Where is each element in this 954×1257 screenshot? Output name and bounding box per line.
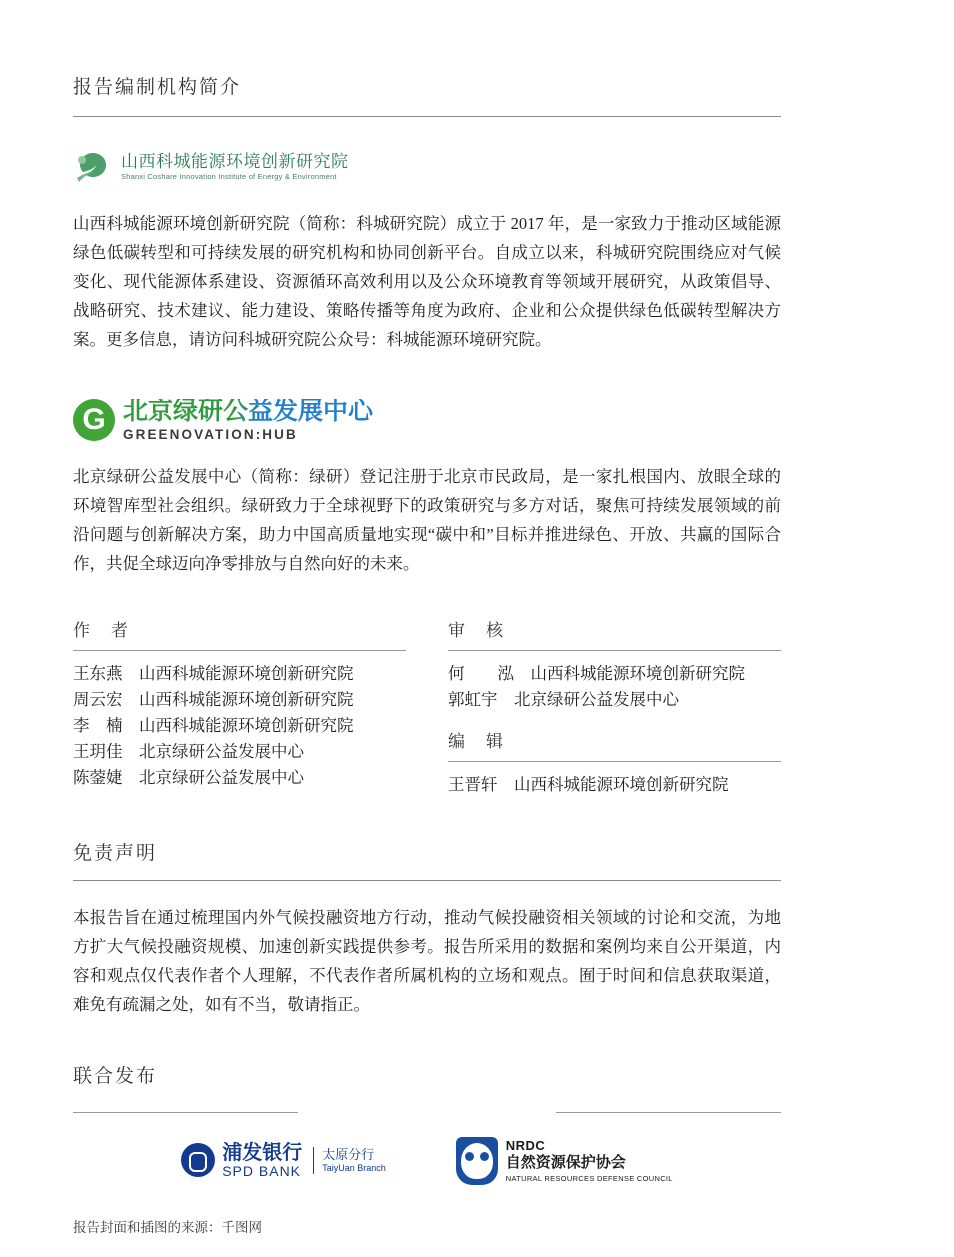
publishers-divider-right — [556, 1112, 781, 1113]
publisher-logos — [73, 1113, 781, 1208]
list-item: 王玥佳 北京绿研公益发展中心 — [73, 742, 304, 761]
nrdc-name-en: NATURAL RESOURCES DEFENSE COUNCIL — [505, 1173, 673, 1183]
shanxi-coshare-description: 山西科城能源环境创新研究院（简称：科城研究院）成立于 2017 年，是一家致力于推动区域能源绿色低碳转型和可持续发展的研究机构和协同创新平台。自成立以来，科城研究院围绕应对气候变化、现代能源体系建设、资源循环高效利用以及公众环境教育等领域开展研究，从政策倡导、战略研究、技术建议、能力建设、策略传播等角度为政府、企业和公众提供绿色低碳转型解决方案。更多信息，请访问科城研究院公众号：科城能源环境研究院。 — [73, 214, 781, 349]
spd-bank-branch — [313, 1147, 386, 1175]
greenovation-hub-logo-text — [123, 396, 374, 442]
spd-bank-logo — [181, 1142, 386, 1179]
leaf-icon — [73, 150, 113, 184]
spd-bank-branch-cn: 太原分行 — [322, 1146, 375, 1162]
list-item: 李 楠 山西科城能源环境创新研究院 — [73, 716, 354, 735]
greenovation-hub-description: 北京绿研公益发展中心（简称：绿研）登记注册于北京市民政局，是一家扎根国内、放眼全球的环境智库型社会组织。绿研致力于全球视野下的政策研究与多方对话，聚焦可持续发展领域的前沿问题与创新解决方案，助力中国高质量地实现“碳中和”目标并推进绿色、开放、共赢的国际合作，共促全球迈向净零排放与自然向好的未来。 — [73, 467, 781, 573]
nrdc-logo — [456, 1137, 673, 1185]
reviewers-divider — [448, 650, 781, 651]
source-footnote: 报告封面和插图的来源：千图网 — [73, 1220, 262, 1235]
editors-divider — [448, 761, 781, 762]
spd-bank-name-cn: 浦发银行 — [222, 1141, 303, 1164]
publishers-divider-row — [73, 1103, 781, 1113]
g-letter: G — [82, 403, 106, 436]
list-item: 王晋轩 山西科城能源环境创新研究院 — [448, 775, 729, 794]
shanxi-coshare-name-cn: 山西科城能源环境创新研究院 — [121, 151, 349, 171]
nrdc-logo-text — [506, 1138, 673, 1183]
disclaimer-heading: 免责声明 — [73, 843, 158, 864]
list-item: 陈蓥婕 北京绿研公益发展中心 — [73, 768, 304, 787]
credits-block — [73, 616, 781, 798]
spd-bank-logo-text — [222, 1142, 302, 1179]
reviewers-column — [448, 616, 781, 798]
spd-bank-icon — [181, 1143, 215, 1177]
authors-heading: 作 者 — [73, 621, 130, 640]
disclaimer-text: 本报告旨在通过梳理国内外气候投融资地方行动，推动气候投融资相关领域的讨论和交流，为地方扩大气候投融资规模、加速创新实践提供参考。报告所采用的数据和案例均来自公开渠道，内容和观点仅代表作者个人理解，不代表作者所属机构的立场和观点。囿于时间和信息获取渠道，难免有疏漏之处，如有不当，敬请指正。 — [73, 908, 781, 1014]
spd-bank-branch-en: TaiyUan Branch — [322, 1162, 386, 1173]
nrdc-abbreviation: NRDC — [505, 1138, 546, 1154]
reviewers-heading: 审 核 — [448, 621, 505, 640]
publishers-divider-left — [73, 1112, 298, 1113]
greenovation-name-cn: 北京绿研公益发展中心 — [123, 396, 374, 425]
authors-divider — [73, 650, 406, 651]
page-title: 报告编制机构简介 — [73, 77, 242, 98]
nrdc-name-cn: 自然资源保护协会 — [505, 1153, 626, 1171]
greenovation-name-en: GREENOVATION:HUB — [123, 426, 298, 442]
panda-shield-icon — [456, 1137, 498, 1185]
shanxi-coshare-logo — [73, 147, 781, 187]
list-item: 王东燕 山西科城能源环境创新研究院 — [73, 664, 354, 683]
shanxi-coshare-name-en: Shanxi Coshare Innovation Institute of Energy & Environment — [121, 172, 337, 182]
page-content — [73, 0, 781, 1236]
spd-bank-name-en: SPD BANK — [222, 1162, 302, 1179]
g-circle-icon — [73, 399, 115, 441]
list-item: 周云宏 山西科城能源环境创新研究院 — [73, 690, 354, 709]
editors-heading: 编 辑 — [448, 732, 505, 751]
greenovation-hub-logo — [73, 396, 781, 444]
publishers-heading: 联合发布 — [73, 1066, 158, 1087]
authors-column — [73, 616, 406, 798]
list-item: 何 泓 山西科城能源环境创新研究院 — [448, 664, 745, 683]
list-item: 郭虹宇 北京绿研公益发展中心 — [448, 690, 679, 709]
shanxi-coshare-logo-text — [121, 153, 349, 182]
